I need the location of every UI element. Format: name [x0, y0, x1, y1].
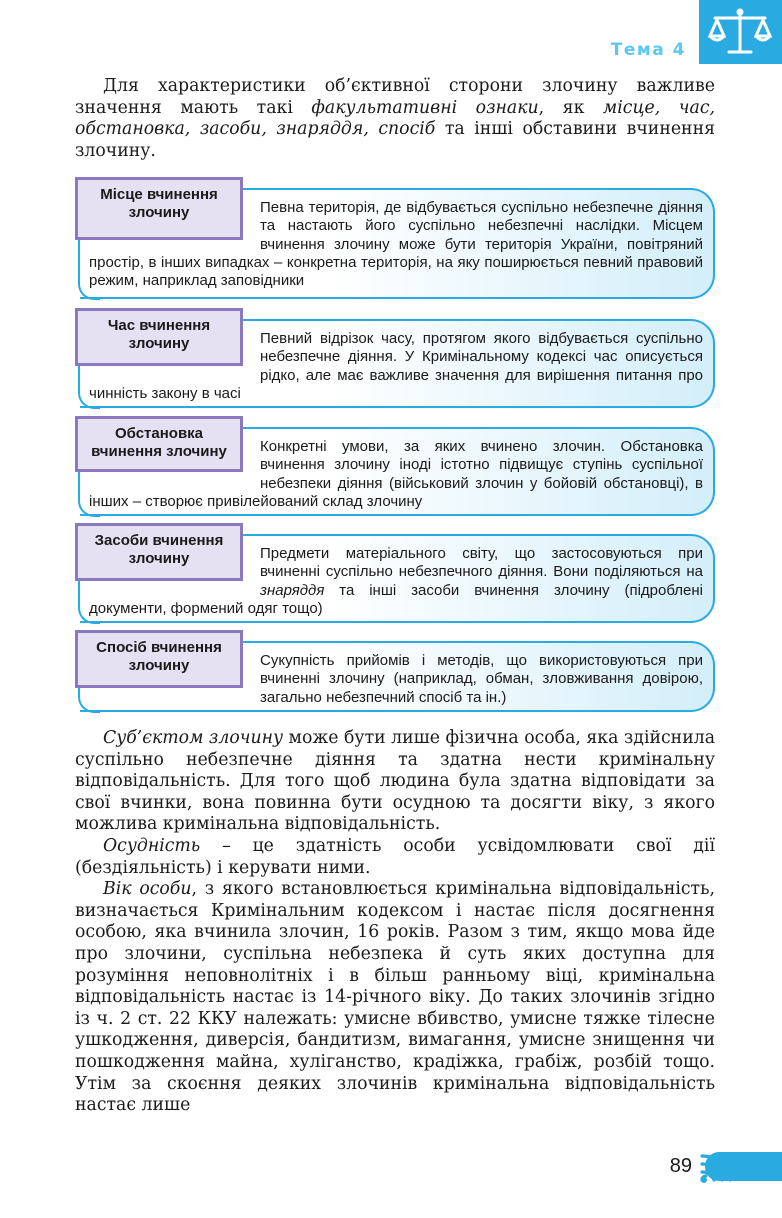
page-number: 89 — [669, 1155, 692, 1177]
definition-term: Час вчинення злочину — [75, 308, 243, 366]
intro-emphasis: факультативні ознаки — [311, 97, 539, 118]
definition-body: Певний відрізок часу, протягом якого відбувається суспільно небезпечне діяння. У Кримінальному кодексі час описується рідко, але має важливе значення для вирішення питання про чинність закону в часі — [89, 330, 703, 402]
intro-paragraph — [75, 76, 715, 162]
intro-text: , як — [538, 97, 603, 118]
definition-body: та інші засоби вчинення злочину (підроблені документи, формений одяг тощо) — [89, 581, 703, 617]
wave-icon — [698, 1150, 750, 1184]
intro-emphasis: місце, час, обстановка, засоби, знаряддя, спосіб — [75, 97, 715, 140]
paragraph-emphasis: Вік особи — [103, 879, 192, 900]
definition-term: Спосіб вчинення злочину — [75, 630, 243, 688]
definition-body: Сукупність прийомів і методів, що використовуються при вчиненні злочину (наприклад, обман, зловживання довірою, загально небезпечний спосіб та ін.) — [260, 652, 703, 706]
definition-time — [75, 308, 715, 408]
paragraph-text: , з якого встановлюється кримінальна відповідальність, визначається Кримінальним кодексом і настає після досягнення особою, яка вчинила злочин, 16 років. Разом з тим, якщо мова йде про злочини, суспільна небезпека й суть яких доступна для розуміння неповнолітніх і в більш ранньому віці, кримінальна відповідальність настає із 14-річного віку. До таких злочинів згідно із ч. 2 ст. 22 ККУ належать: умисне вбивство, умисне тяжке тілесне ушкодження, диверсія, бандитизм, вимагання, умисне знищення чи пошкодження майна, хуліганство, крадіжка, грабіж, розбій тощо. Утім за скоєння деяких злочинів кримінальна відповідальність настає лише — [75, 879, 715, 1116]
intro-text: та інші обставини вчинення злочину. — [75, 119, 715, 161]
paragraph-emphasis: Осудність — [103, 835, 201, 856]
topic-label: Тема 4 — [610, 40, 686, 60]
paragraph-text: – це здатність особи усвідомлювати свої дії (бездіяльність) і керувати ними. — [75, 835, 715, 878]
definition-place — [75, 177, 715, 299]
definition-term: Засоби вчинення злочину — [75, 523, 243, 581]
definition-method — [75, 630, 715, 712]
body-paragraphs — [75, 728, 715, 1117]
paragraph-sanity — [75, 836, 715, 879]
paragraph-subject — [75, 728, 715, 836]
intro-text: Для характеристики об’єктивної сторони злочину важливе значення мають такі — [75, 76, 715, 118]
paragraph-emphasis: Суб’єктом злочину — [103, 728, 284, 748]
definition-circumstances — [75, 416, 715, 516]
corner-tab — [699, 0, 782, 64]
definition-term: Місце вчинення злочину — [75, 177, 243, 240]
definition-emphasis: знаряддя — [260, 581, 325, 599]
paragraph-age — [75, 879, 715, 1117]
definition-body: Певна територія, де відбувається суспільно небезпечне діяння та настають його суспільно небезпечні наслідки. Місцем вчинення злочину може бути територія України, повітряний простір, в інших випадках – конкретна територія, на яку поширюється певний правовий режим, наприклад заповідники — [89, 199, 703, 290]
scales-icon — [707, 6, 773, 58]
paragraph-text: може бути лише фізична особа, яка здійснила суспільно небезпечне діяння та здатна нести кримінальну відповідальність. Для того щоб людина була здатна відповідати за свої вчинки, вона повинна бути осудною та досягти віку, з якого можлива кримінальна відповідальність. — [75, 728, 715, 835]
definition-term: Обстановка вчинення злочину — [75, 416, 243, 472]
definition-body: Предмети матеріального світу, що застосовуються при вчиненні суспільно небезпечного діяння. Вони поділяються на — [260, 545, 703, 581]
definition-means — [75, 523, 715, 623]
definition-body: Конкретні умови, за яких вчинено злочин. Обстановка вчинення злочину іноді істотно підвищує ступінь суспільної небезпеки діяння (військовий злочин у бойовій обстановці), в інших – створює привілейований склад злочину — [89, 438, 703, 510]
